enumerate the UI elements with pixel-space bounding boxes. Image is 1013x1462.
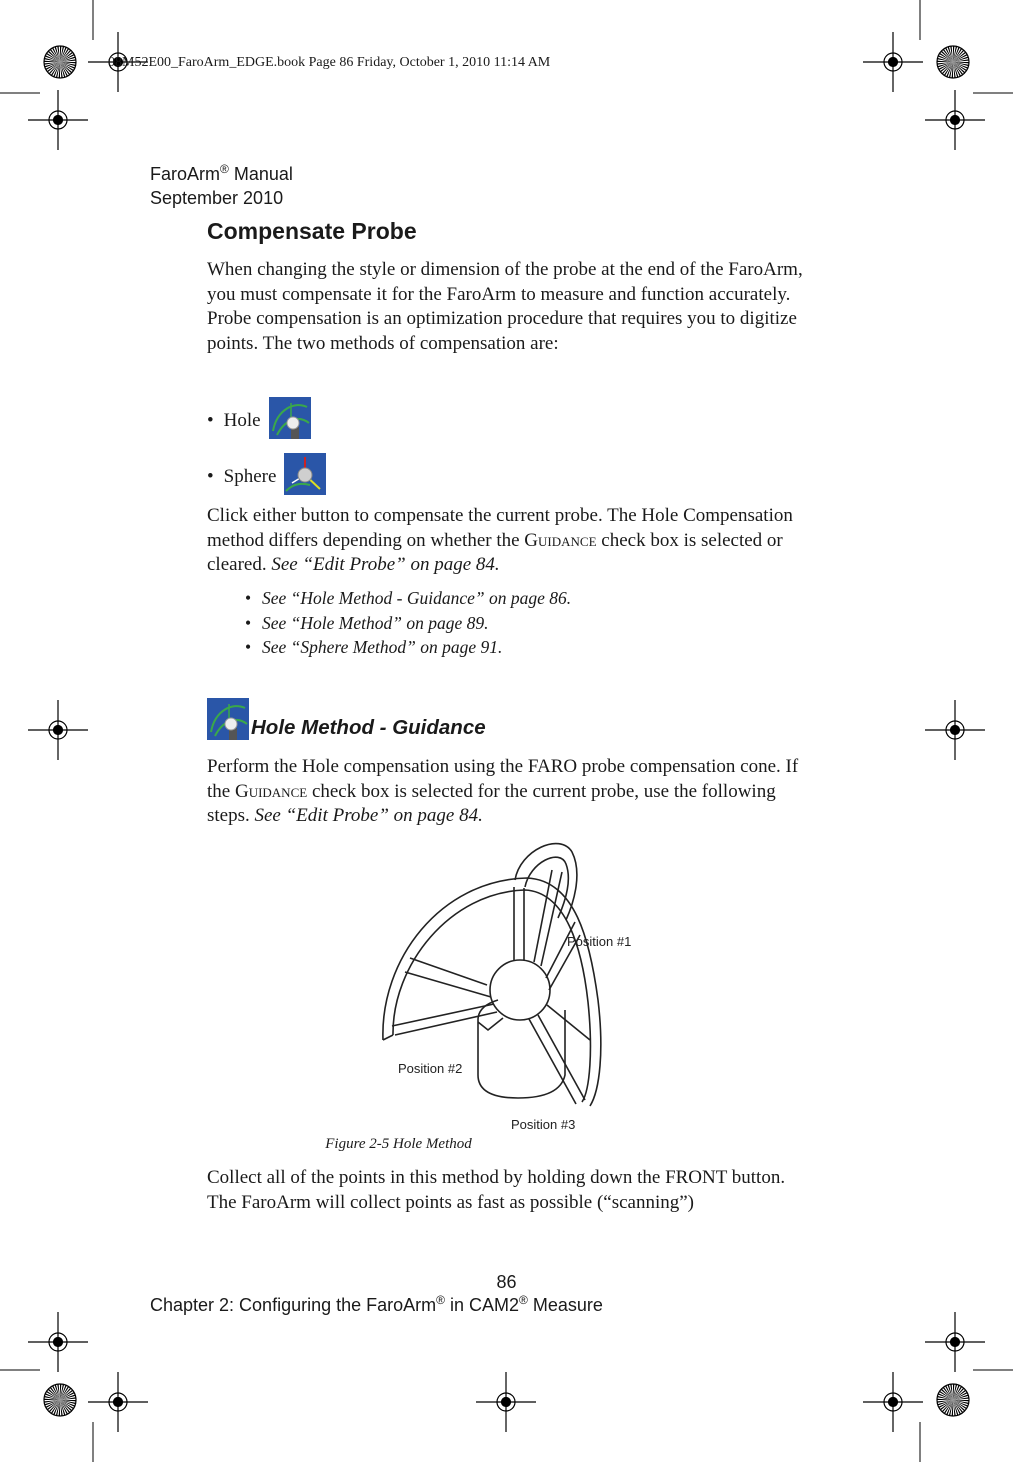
registration-crosshair bbox=[863, 32, 923, 92]
figure-label-position-2: Position #2 bbox=[398, 1061, 463, 1076]
figure-label-position-1: Position #1 bbox=[567, 934, 632, 949]
hole-compensation-icon bbox=[207, 698, 249, 740]
registration-starburst bbox=[937, 46, 969, 78]
registration-crosshair bbox=[28, 700, 88, 760]
registration-crosshair bbox=[863, 1372, 923, 1432]
registration-starburst bbox=[44, 46, 76, 78]
running-header-title: FaroArm® Manual bbox=[150, 162, 293, 184]
registration-crosshair bbox=[925, 700, 985, 760]
intro-paragraph: When changing the style or dimension of the probe at the end of the FaroArm, you must compensate it for the FaroArm to measure and function accurately. Probe compensation is an optimization procedure that requires you to digitize points. The two methods of compensation are: bbox=[207, 259, 803, 354]
print-slug-line: 08M52E00_FaroArm_EDGE.book Page 86 Friday, October 1, 2010 11:14 AM bbox=[108, 55, 551, 70]
running-footer-chapter: Chapter 2: Configuring the FaroArm® in CAM2® Measure bbox=[150, 1293, 603, 1315]
edit-probe-link[interactable]: See “Edit Probe” on page 84. bbox=[254, 805, 483, 826]
see-also-item[interactable]: • See “Hole Method” on page 89. bbox=[245, 612, 489, 633]
registration-starburst bbox=[44, 1384, 76, 1416]
running-header-date: September 2010 bbox=[150, 188, 284, 208]
see-also-list bbox=[245, 586, 571, 660]
subsection-heading: Hole Method - Guidance bbox=[207, 698, 486, 740]
hole-compensation-icon[interactable] bbox=[269, 397, 311, 445]
figure-caption: Figure 2-5 Hole Method bbox=[325, 1136, 472, 1152]
see-also-item[interactable]: • See “Sphere Method” on page 91. bbox=[245, 637, 503, 657]
registration-crosshair bbox=[28, 90, 88, 150]
page-number: 86 bbox=[496, 1272, 517, 1292]
registration-crosshair bbox=[925, 1312, 985, 1372]
guidance-paragraph: Perform the Hole compensation using the FARO probe compensation cone. If the Guidance check box is selected for the current probe, use the following steps. See “Edit Probe” on page 84. bbox=[207, 756, 799, 826]
figure-label-position-3: Position #3 bbox=[511, 1117, 576, 1132]
registration-starburst bbox=[937, 1384, 969, 1416]
method-item-hole: • Hole bbox=[207, 397, 311, 445]
collect-points-paragraph: Collect all of the points in this method by holding down the FRONT button. The FaroArm will collect points as fast as possible (“scanning”) bbox=[207, 1167, 786, 1213]
sphere-compensation-icon[interactable] bbox=[284, 453, 326, 501]
method-item-sphere: • Sphere bbox=[207, 453, 326, 501]
section-heading: Compensate Probe bbox=[207, 218, 417, 244]
registration-crosshair bbox=[88, 1372, 148, 1432]
compensation-paragraph: Click either button to compensate the current probe. The Hole Compensation method differs depending on whether the Guidance check box is selected or cleared. See “Edit Probe” on page 84. bbox=[207, 505, 793, 575]
registration-crosshair bbox=[28, 1312, 88, 1372]
hole-method-figure bbox=[375, 840, 645, 1135]
edit-probe-link[interactable]: See “Edit Probe” on page 84. bbox=[271, 554, 500, 575]
registration-crosshair bbox=[476, 1372, 536, 1432]
see-also-item[interactable]: • See “Hole Method - Guidance” on page 86. bbox=[245, 588, 572, 608]
registration-crosshair bbox=[925, 90, 985, 150]
